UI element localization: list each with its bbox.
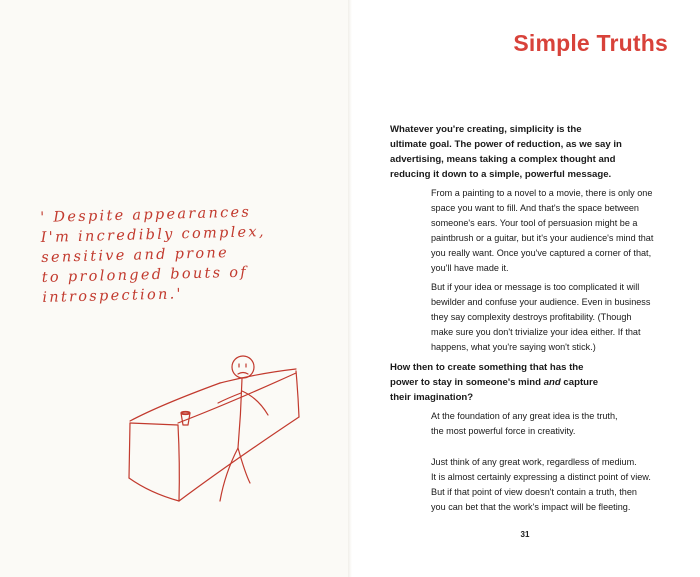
figure-arm-left	[218, 393, 241, 403]
body-paragraph-4	[431, 455, 666, 515]
wall-front-right	[178, 425, 179, 501]
handwritten-line: to prolonged bouts of	[41, 264, 249, 286]
question-text: capture	[560, 377, 599, 388]
page-number: 31	[520, 530, 530, 539]
text-line: From a painting to a novel to a movie, there is only one	[431, 188, 653, 198]
stick-figure-sketch	[110, 343, 310, 513]
lead-paragraph	[390, 122, 640, 182]
handwritten-line: introspection.'	[42, 286, 184, 306]
text-line: It is almost certainly expressing a distinct point of view.	[431, 472, 651, 482]
wall-front-face-top	[130, 423, 178, 425]
question-line: How then to create something that has the	[390, 362, 584, 373]
figure-mouth	[238, 373, 248, 375]
lead-line: ultimate goal. The power of reduction, as we say in	[390, 139, 622, 150]
figure-leg-right	[238, 448, 250, 483]
text-line: But if your idea or message is too complicated it will	[431, 282, 640, 292]
page-title: Simple Truths	[513, 30, 668, 56]
body-paragraph-1	[431, 186, 666, 276]
text-line: bewilder and confuse your audience. Even in business	[431, 297, 651, 307]
text-line: make sure you don't trivialize your idea either. If that	[431, 327, 641, 337]
handwritten-line: sensitive and prone	[41, 245, 230, 266]
text-line: paintbrush or a guitar, but it's your audience's mind that	[431, 233, 654, 243]
text-line: At the foundation of any great idea is the truth,	[431, 411, 618, 421]
question-emphasis: and	[543, 377, 561, 388]
wall-front-left	[129, 423, 130, 478]
text-line: they say complexity destroys profitability. (Though	[431, 312, 632, 322]
wall-top-right-edge	[220, 369, 296, 383]
question-text: power to stay in someone's mind	[390, 377, 544, 388]
text-line: you'll have made it.	[431, 263, 509, 273]
text-line: you can bet that the work's impact will be fleeting.	[431, 502, 631, 512]
figure-body	[238, 378, 242, 448]
figure-leg-left	[220, 448, 238, 501]
figure-head	[232, 356, 254, 378]
text-line: happens, what you're saying won't stick.)	[431, 342, 596, 352]
text-line: space you want to fill. And that's the space between	[431, 203, 639, 213]
text-line: Just think of any great work, regardless of medium.	[431, 457, 637, 467]
wall-back-edge	[178, 373, 296, 423]
text-line: the most powerful force in creativity.	[431, 426, 576, 436]
wall-top-left-edge	[130, 383, 220, 421]
wall-side-right	[296, 371, 299, 417]
lead-line: advertising, means taking a complex thought and	[390, 154, 616, 165]
text-line: someone's ears. Your tool of persuasion might be a	[431, 218, 638, 228]
lead-line: reducing it down to a simple, powerful message.	[390, 169, 612, 180]
lead-line: Whatever you're creating, simplicity is the	[390, 124, 582, 135]
question-heading	[390, 360, 630, 405]
text-line: But if that point of view doesn't contain a truth, then	[431, 487, 637, 497]
wall-bottom	[129, 478, 179, 501]
handwritten-line: ' Despite appearances	[40, 204, 252, 226]
text-line: you really want. Once you've captured a corner of that,	[431, 248, 652, 258]
body-paragraph-3	[431, 409, 666, 439]
question-line: their imagination?	[390, 392, 474, 403]
handwritten-quote	[40, 201, 293, 308]
question-line	[390, 375, 630, 390]
book-gutter	[348, 0, 352, 577]
body-paragraph-2	[431, 280, 666, 355]
handwritten-line: I'm incredibly complex,	[40, 224, 267, 246]
